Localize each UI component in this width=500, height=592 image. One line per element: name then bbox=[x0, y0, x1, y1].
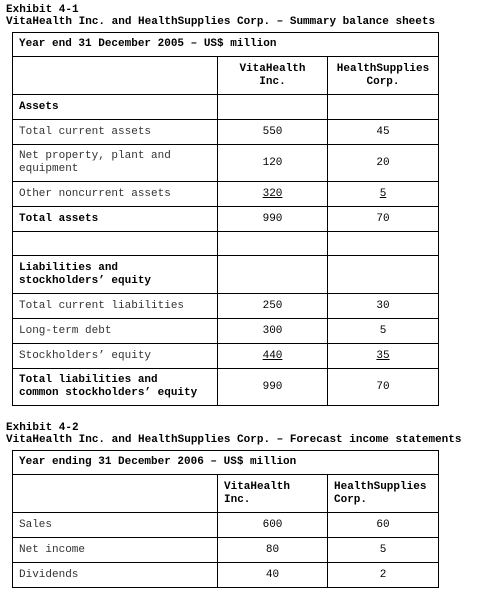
value-healthsupplies: 60 bbox=[328, 513, 439, 538]
table-row bbox=[13, 563, 439, 588]
value-vitahealth: 120 bbox=[218, 145, 328, 182]
column-header-healthsupplies: HealthSupplies Corp. bbox=[328, 57, 439, 95]
exhibit-2-label: Exhibit 4-2 bbox=[6, 422, 79, 434]
value-vitahealth: 440 bbox=[218, 344, 328, 369]
header-empty-cell bbox=[13, 475, 218, 513]
value-healthsupplies: 45 bbox=[328, 120, 439, 145]
table-row bbox=[13, 145, 439, 182]
exhibit-1-title: VitaHealth Inc. and HealthSupplies Corp. – Summary balance sheets bbox=[6, 16, 436, 28]
value-vitahealth: 250 bbox=[218, 294, 328, 319]
value-healthsupplies: 70 bbox=[328, 369, 439, 406]
exhibit-1-label: Exhibit 4-1 bbox=[6, 4, 79, 16]
value-vitahealth: 990 bbox=[218, 369, 328, 406]
header-empty-cell bbox=[13, 57, 218, 95]
value-healthsupplies bbox=[328, 95, 439, 120]
table-row bbox=[13, 95, 439, 120]
column-header-vitahealth: VitaHealth Inc. bbox=[218, 475, 328, 513]
table-row bbox=[13, 513, 439, 538]
value-vitahealth: 80 bbox=[218, 538, 328, 563]
table-row bbox=[13, 120, 439, 145]
value-healthsupplies: 2 bbox=[328, 563, 439, 588]
row-label: Total liabilities and common stockholders’ equity bbox=[13, 369, 218, 406]
value-healthsupplies: 5 bbox=[328, 538, 439, 563]
value-healthsupplies bbox=[328, 232, 439, 256]
row-label: Other noncurrent assets bbox=[13, 182, 218, 207]
table-row bbox=[13, 256, 439, 294]
table-header-row bbox=[13, 475, 439, 513]
balance-sheet-table bbox=[12, 32, 439, 406]
row-label: Long-term debt bbox=[13, 319, 218, 344]
balance-sheet-caption: Year end 31 December 2005 – US$ million bbox=[13, 33, 439, 57]
row-label: Net property, plant and equipment bbox=[13, 145, 218, 182]
table-row bbox=[13, 344, 439, 369]
table-row bbox=[13, 369, 439, 406]
value-healthsupplies: 30 bbox=[328, 294, 439, 319]
value-vitahealth: 550 bbox=[218, 120, 328, 145]
exhibit-2-title: VitaHealth Inc. and HealthSupplies Corp. – Forecast income statements bbox=[6, 434, 462, 446]
column-header-healthsupplies: HealthSupplies Corp. bbox=[328, 475, 439, 513]
value-vitahealth: 320 bbox=[218, 182, 328, 207]
row-label: Total assets bbox=[13, 207, 218, 232]
row-label: Stockholders’ equity bbox=[13, 344, 218, 369]
column-header-vitahealth: VitaHealth Inc. bbox=[218, 57, 328, 95]
value-vitahealth bbox=[218, 256, 328, 294]
row-label bbox=[13, 232, 218, 256]
value-healthsupplies: 5 bbox=[328, 182, 439, 207]
row-label: Dividends bbox=[13, 563, 218, 588]
value-vitahealth: 990 bbox=[218, 207, 328, 232]
row-label: Assets bbox=[13, 95, 218, 120]
value-healthsupplies: 20 bbox=[328, 145, 439, 182]
value-healthsupplies: 35 bbox=[328, 344, 439, 369]
table-row bbox=[13, 207, 439, 232]
row-label: Total current liabilities bbox=[13, 294, 218, 319]
value-vitahealth: 40 bbox=[218, 563, 328, 588]
value-vitahealth: 600 bbox=[218, 513, 328, 538]
row-label: Total current assets bbox=[13, 120, 218, 145]
table-row bbox=[13, 319, 439, 344]
value-vitahealth bbox=[218, 95, 328, 120]
value-vitahealth bbox=[218, 232, 328, 256]
value-healthsupplies: 70 bbox=[328, 207, 439, 232]
row-label: Liabilities and stockholders’ equity bbox=[13, 256, 218, 294]
table-row bbox=[13, 538, 439, 563]
income-statement-table bbox=[12, 450, 439, 588]
table-row bbox=[13, 182, 439, 207]
table-header-row bbox=[13, 57, 439, 95]
value-healthsupplies bbox=[328, 256, 439, 294]
value-vitahealth: 300 bbox=[218, 319, 328, 344]
table-row bbox=[13, 294, 439, 319]
row-label: Sales bbox=[13, 513, 218, 538]
row-label: Net income bbox=[13, 538, 218, 563]
income-statement-caption: Year ending 31 December 2006 – US$ million bbox=[13, 451, 439, 475]
table-row bbox=[13, 232, 439, 256]
value-healthsupplies: 5 bbox=[328, 319, 439, 344]
